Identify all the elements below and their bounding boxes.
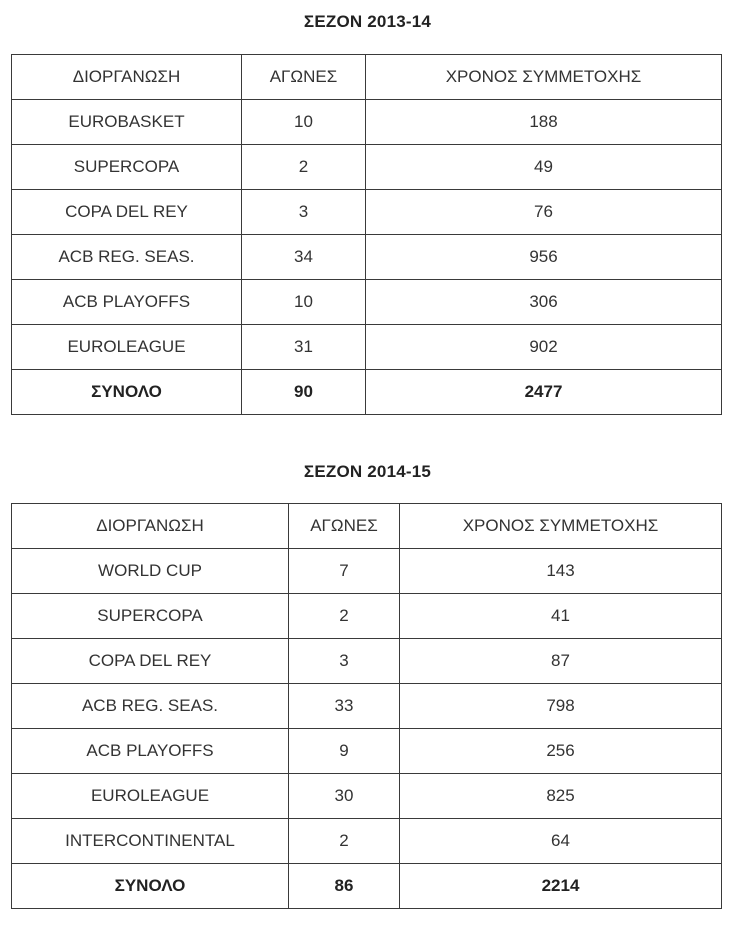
table-row <box>12 100 722 145</box>
header-minutes: ΧΡΟΝΟΣ ΣΥΜΜΕΤΟΧΗΣ <box>400 504 722 549</box>
minutes-cell: 825 <box>400 774 722 819</box>
table-row <box>12 684 722 729</box>
competition-cell: INTERCONTINENTAL <box>12 819 289 864</box>
competition-cell: ACB REG. SEAS. <box>12 235 242 280</box>
minutes-cell: 49 <box>366 145 722 190</box>
table-header-row <box>12 55 722 100</box>
header-minutes: ΧΡΟΝΟΣ ΣΥΜΜΕΤΟΧΗΣ <box>366 55 722 100</box>
competition-cell: COPA DEL REY <box>12 639 289 684</box>
competition-cell: ACB PLAYOFFS <box>12 729 289 774</box>
total-minutes: 2477 <box>366 370 722 415</box>
competition-cell: SUPERCOPA <box>12 145 242 190</box>
total-minutes: 2214 <box>400 864 722 909</box>
total-games: 90 <box>242 370 366 415</box>
table-row <box>12 235 722 280</box>
games-cell: 2 <box>289 819 400 864</box>
games-cell: 10 <box>242 100 366 145</box>
minutes-cell: 41 <box>400 594 722 639</box>
competition-cell: ACB REG. SEAS. <box>12 684 289 729</box>
competition-cell: SUPERCOPA <box>12 594 289 639</box>
total-games: 86 <box>289 864 400 909</box>
games-cell: 34 <box>242 235 366 280</box>
games-cell: 31 <box>242 325 366 370</box>
competition-cell: WORLD CUP <box>12 549 289 594</box>
table-row <box>12 145 722 190</box>
games-cell: 2 <box>242 145 366 190</box>
minutes-cell: 798 <box>400 684 722 729</box>
competition-cell: EUROLEAGUE <box>12 325 242 370</box>
minutes-cell: 256 <box>400 729 722 774</box>
games-cell: 33 <box>289 684 400 729</box>
total-label: ΣΥΝΟΛΟ <box>12 370 242 415</box>
competition-cell: ACB PLAYOFFS <box>12 280 242 325</box>
total-row <box>12 370 722 415</box>
games-cell: 2 <box>289 594 400 639</box>
table-row <box>12 774 722 819</box>
minutes-cell: 902 <box>366 325 722 370</box>
games-cell: 9 <box>289 729 400 774</box>
table-row <box>12 729 722 774</box>
minutes-cell: 306 <box>366 280 722 325</box>
table-row <box>12 325 722 370</box>
competition-cell: EUROBASKET <box>12 100 242 145</box>
table-row <box>12 594 722 639</box>
minutes-cell: 87 <box>400 639 722 684</box>
minutes-cell: 143 <box>400 549 722 594</box>
header-games: ΑΓΩΝΕΣ <box>289 504 400 549</box>
header-games: ΑΓΩΝΕΣ <box>242 55 366 100</box>
competition-cell: EUROLEAGUE <box>12 774 289 819</box>
table-row <box>12 549 722 594</box>
competition-cell: COPA DEL REY <box>12 190 242 235</box>
table-row <box>12 190 722 235</box>
table-row <box>12 819 722 864</box>
header-competition: ΔΙΟΡΓΑΝΩΣΗ <box>12 504 289 549</box>
games-cell: 30 <box>289 774 400 819</box>
table-header-row <box>12 504 722 549</box>
minutes-cell: 188 <box>366 100 722 145</box>
total-row <box>12 864 722 909</box>
games-cell: 10 <box>242 280 366 325</box>
season-stats-table-2014-15 <box>11 503 722 909</box>
minutes-cell: 64 <box>400 819 722 864</box>
table-row <box>12 280 722 325</box>
total-label: ΣΥΝΟΛΟ <box>12 864 289 909</box>
minutes-cell: 76 <box>366 190 722 235</box>
games-cell: 3 <box>289 639 400 684</box>
table-row <box>12 639 722 684</box>
season-title-2014-15: ΣΕΖΟΝ 2014-15 <box>303 462 432 481</box>
games-cell: 3 <box>242 190 366 235</box>
season-stats-table-2013-14 <box>11 54 722 415</box>
games-cell: 7 <box>289 549 400 594</box>
header-competition: ΔΙΟΡΓΑΝΩΣΗ <box>12 55 242 100</box>
season-title-2013-14: ΣΕΖΟΝ 2013-14 <box>303 12 432 31</box>
minutes-cell: 956 <box>366 235 722 280</box>
